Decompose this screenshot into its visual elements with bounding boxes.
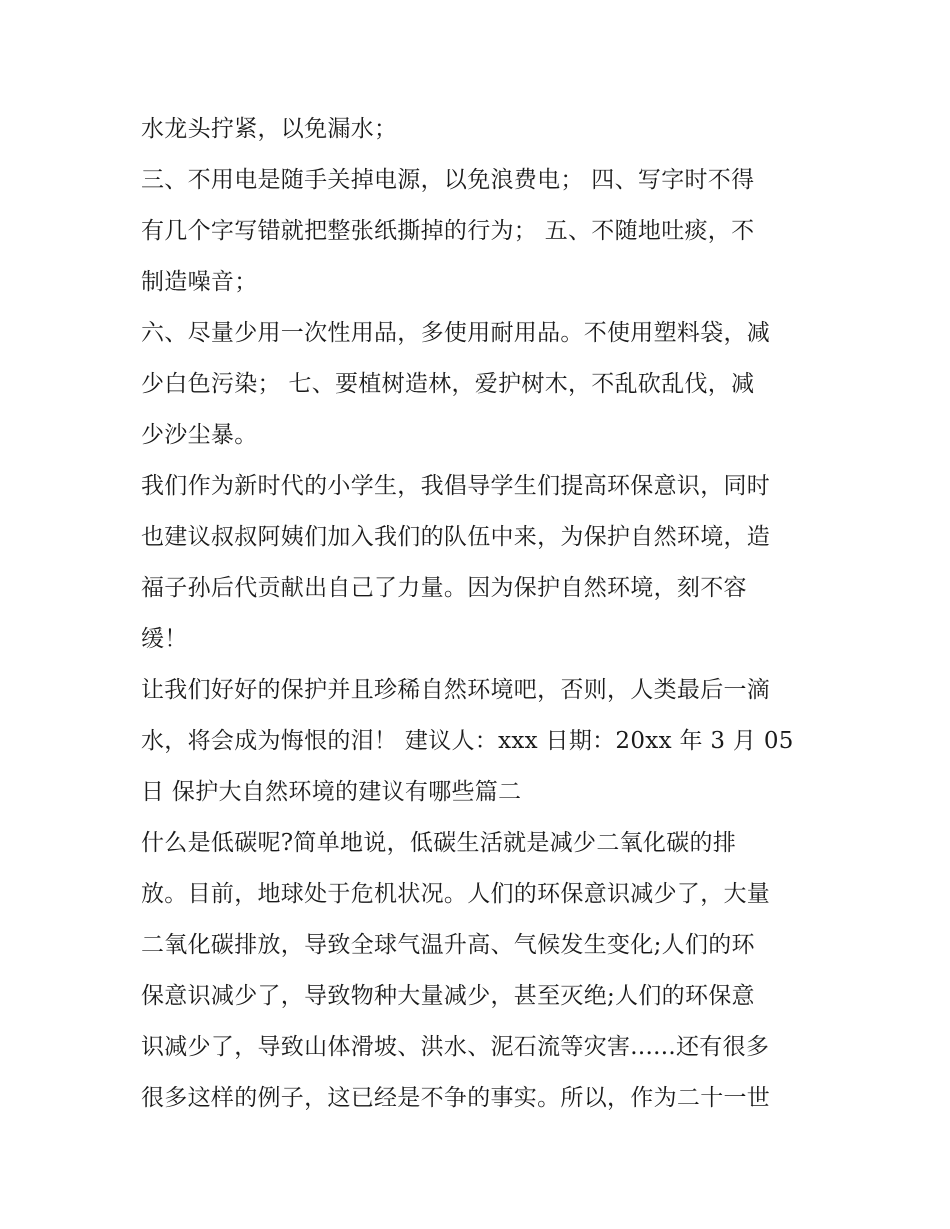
text-line: 制造噪音； [141, 269, 258, 295]
text-line: 有几个字写错就把整张纸撕掉的行为； 五、不随地吐痰，不 [141, 218, 755, 244]
document-body [141, 104, 821, 1124]
text-line: 六、尽量少用一次性用品，多使用耐用品。不使用塑料袋，减 [141, 320, 771, 346]
text-line: 识减少了，导致山体滑坡、洪水、泥石流等灾害......还有很多 [141, 1034, 770, 1060]
text-line: 我们作为新时代的小学生，我倡导学生们提高环保意识，同时 [141, 473, 771, 499]
text-line: 福子孙后代贡献出自己了力量。因为保护自然环境，刻不容 [141, 575, 747, 601]
text-line: 很多这样的例子，这已经是不争的事实。所以，作为二十一世 [141, 1085, 771, 1111]
text-line: 放。目前，地球处于危机状况。人们的环保意识减少了，大量 [141, 881, 771, 907]
text-line: 让我们好好的保护并且珍稀自然环境吧，否则，人类最后一滴 [141, 677, 771, 703]
text-line: 水龙头拧紧，以免漏水； [141, 116, 398, 142]
text-line: 少白色污染； 七、要植树造林，爱护树木，不乱砍乱伐，减 [141, 371, 755, 397]
text-line: 保意识减少了，导致物种大量减少，甚至灭绝;人们的环保意 [141, 983, 755, 1009]
text-line: 缓！ [141, 626, 188, 652]
text-line: 少沙尘暴。 [141, 422, 258, 448]
text-line: 什么是低碳呢?简单地说，低碳生活就是减少二氧化碳的排 [141, 830, 737, 856]
text-line: 二氧化碳排放，导致全球气温升高、气候发生变化;人们的环 [141, 932, 755, 958]
text-line: 也建议叔叔阿姨们加入我们的队伍中来，为保护自然环境，造 [141, 524, 771, 550]
text-line: 水，将会成为悔恨的泪！ 建议人：xxx 日期：20xx 年 3 月 05 [141, 728, 794, 754]
text-line: 三、不用电是随手关掉电源，以免浪费电； 四、写字时不得 [141, 167, 755, 193]
section-heading: 日 保护大自然环境的建议有哪些篇二 [141, 779, 522, 805]
